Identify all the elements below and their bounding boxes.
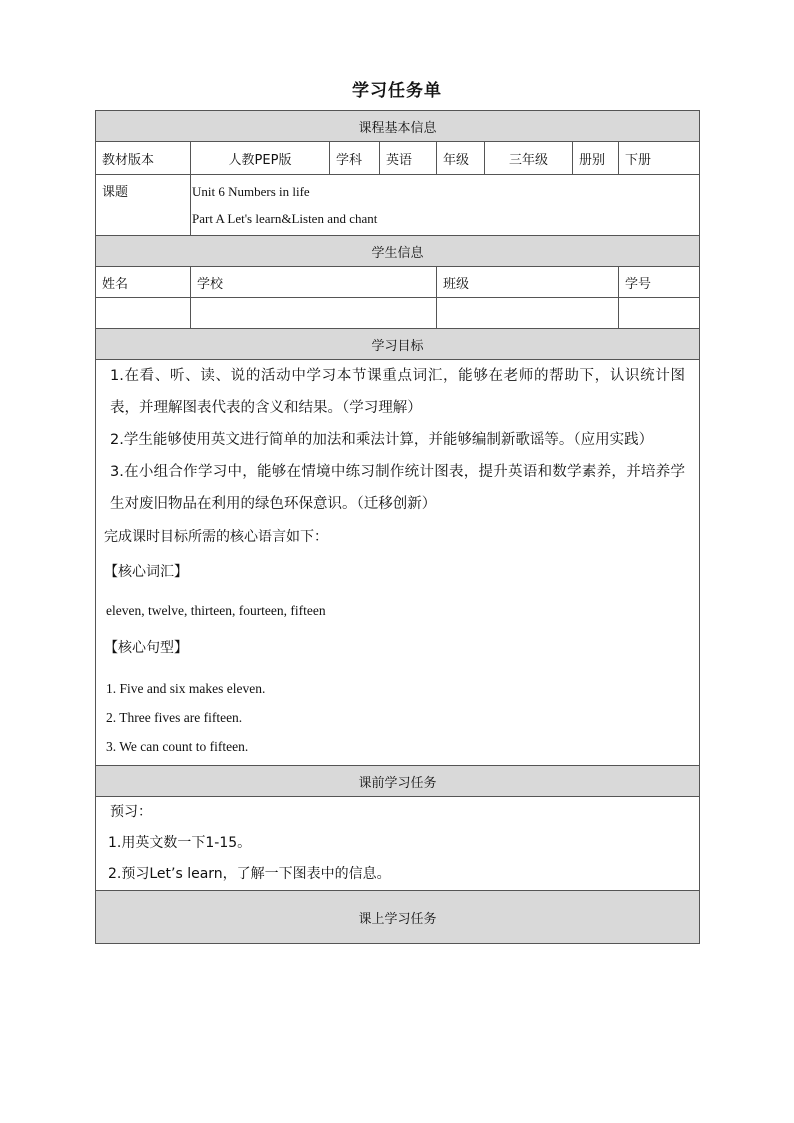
grade-label: 年级	[437, 142, 485, 175]
core-sentence-heading: 【核心句型】	[104, 640, 188, 656]
school-field[interactable]	[191, 298, 437, 329]
student-label-row	[96, 267, 700, 298]
preview-heading: 预习：	[110, 804, 152, 820]
class-label: 班级	[437, 267, 619, 298]
volume-value: 下册	[619, 142, 700, 175]
core-sentence-1: 1. Five and six makes eleven.	[106, 681, 266, 696]
core-sentence-3: 3. We can count to fifteen.	[106, 739, 249, 754]
topic-value	[191, 175, 700, 236]
section-heading: 课上学习任务	[96, 891, 700, 944]
volume-label: 册别	[573, 142, 619, 175]
page-title: 学习任务单	[352, 81, 442, 101]
subject-label: 学科	[330, 142, 380, 175]
section-heading: 课前学习任务	[96, 766, 700, 797]
school-label: 学校	[191, 267, 437, 298]
topic-line-1: Unit 6 Numbers in life	[192, 184, 310, 199]
class-field[interactable]	[437, 298, 619, 329]
objectives-content	[96, 360, 700, 766]
section-objectives	[96, 329, 700, 360]
section-heading: 课程基本信息	[96, 111, 700, 142]
section-course-info	[96, 111, 700, 142]
subject-value: 英语	[380, 142, 437, 175]
core-sentence-2: 2. Three fives are fifteen.	[106, 710, 243, 725]
section-student-info	[96, 236, 700, 267]
course-basic-row	[96, 142, 700, 175]
objective-3: 3.在小组合作学习中，能够在情境中练习制作统计图表，提升英语和数学素养，并培养学生对废旧物品在利用的绿色环保意识。（迁移创新）	[110, 464, 686, 512]
pre-class-content-row	[96, 797, 700, 891]
grade-value: 三年级	[485, 142, 573, 175]
pre-class-content	[96, 797, 700, 891]
name-label: 姓名	[96, 267, 191, 298]
preview-task-1: 1.用英文数一下1-15。	[108, 835, 252, 851]
section-heading: 学习目标	[96, 329, 700, 360]
preview-task-2: 2.预习Let’s learn，了解一下图表中的信息。	[108, 866, 391, 882]
student-input-row	[96, 298, 700, 329]
section-pre-class	[96, 766, 700, 797]
task-sheet-table	[95, 110, 700, 944]
objectives-content-row	[96, 360, 700, 766]
core-language-intro: 完成课时目标所需的核心语言如下：	[104, 529, 328, 545]
core-vocab-list: eleven, twelve, thirteen, fourteen, fifteen	[106, 603, 326, 618]
topic-label: 课题	[96, 175, 191, 236]
number-label: 学号	[619, 267, 700, 298]
section-heading: 学生信息	[96, 236, 700, 267]
course-topic-row	[96, 175, 700, 236]
section-in-class	[96, 891, 700, 944]
objective-2: 2.学生能够使用英文进行简单的加法和乘法计算，并能够编制新歌谣等。（应用实践）	[110, 432, 654, 448]
number-field[interactable]	[619, 298, 700, 329]
textbook-label: 教材版本	[96, 142, 191, 175]
name-field[interactable]	[96, 298, 191, 329]
core-vocab-heading: 【核心词汇】	[104, 564, 188, 580]
objective-1: 1.在看、听、读、说的活动中学习本节课重点词汇，能够在老师的帮助下，认识统计图表，并理解图表代表的含义和结果。（学习理解）	[110, 368, 686, 416]
topic-line-2: Part A Let's learn&Listen and chant	[192, 211, 378, 226]
textbook-value: 人教PEP版	[191, 142, 330, 175]
